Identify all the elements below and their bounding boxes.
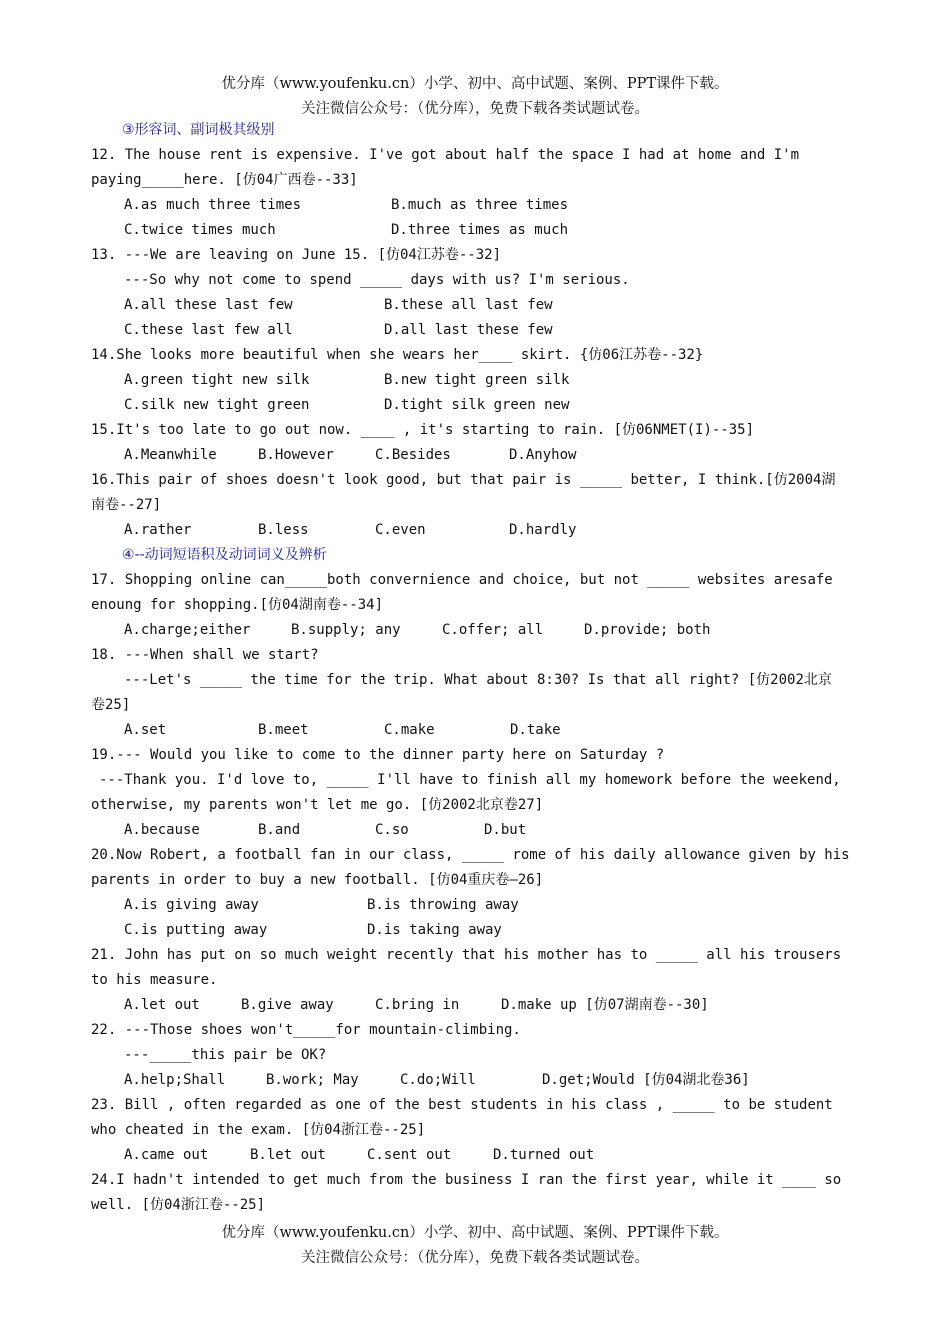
footer-line-2: 关注微信公众号：（优分库），免费下载各类试题试卷。 (301, 1250, 649, 1266)
option-b: B.supply; any (291, 622, 401, 638)
option-c: C.Besides (375, 447, 451, 463)
question-12-line-1: 12. The house rent is expensive. I've got about half the space I had at home and I'm (91, 147, 800, 163)
question-18-line-1: 18. ---When shall we start? (91, 647, 319, 663)
option-b: B.give away (241, 997, 334, 1013)
question-list (91, 118, 851, 1218)
section-heading-verb-phrases: ④--动词短语积及动词词义及辨析 (122, 547, 327, 563)
option-c: C.twice times much (124, 222, 276, 238)
question-14-options-ab (91, 368, 851, 393)
option-a: A.set (124, 722, 167, 738)
option-d: D.all last these few (384, 322, 553, 338)
question-21-line-1: 21. John has put on so much weight recently that his mother has to _____ all his trousers (91, 947, 842, 963)
question-18-options (91, 718, 851, 743)
question-19-line-1: 19.--- Would you like to come to the dinner party here on Saturday ? (91, 747, 665, 763)
question-23-line-1: 23. Bill , often regarded as one of the best students in his class , _____ to be student (91, 1097, 833, 1113)
option-c: C.these last few all (124, 322, 293, 338)
option-d: D.but (484, 822, 527, 838)
question-23-options (91, 1143, 851, 1168)
option-a: A.Meanwhile (124, 447, 217, 463)
option-c: C.bring in (375, 997, 460, 1013)
question-22-options (91, 1068, 851, 1093)
question-18-line-2: ---Let's _____ the time for the trip. What about 8:30? Is that all right? [仿2002北京 (124, 672, 832, 688)
option-c: C.sent out (367, 1147, 452, 1163)
option-d: D.Anyhow (509, 447, 577, 463)
question-19-options (91, 818, 851, 843)
option-a: A.charge;either (124, 622, 251, 638)
option-d: D.turned out (493, 1147, 595, 1163)
option-a: A.all these last few (124, 297, 293, 313)
question-12-line-2: paying_____here. [仿04广西卷--33] (91, 172, 358, 188)
option-d: D.get;Would [仿04湖北卷36] (542, 1072, 750, 1088)
option-a: A.came out (124, 1147, 209, 1163)
question-20-options-cd (91, 918, 851, 943)
question-19-line-2: ---Thank you. I'd love to, _____ I'll have to finish all my homework before the weekend, (99, 772, 841, 788)
option-a: A.rather (124, 522, 192, 538)
question-24-line-1: 24.I hadn't intended to get much from the business I ran the first year, while it ____ so (91, 1172, 842, 1188)
option-a: A.help;Shall (124, 1072, 226, 1088)
option-b: B.However (258, 447, 334, 463)
option-d: D.three times as much (391, 222, 569, 238)
question-16-line-2: 南卷--27] (91, 497, 162, 513)
question-13-line-2: ---So why not come to spend _____ days with us? I'm serious. (124, 272, 630, 288)
option-a: A.is giving away (124, 897, 259, 913)
option-b: B.meet (258, 722, 309, 738)
option-a: A.as much three times (124, 197, 302, 213)
question-13-options-ab (91, 293, 851, 318)
question-22-line-1: 22. ---Those shoes won't_____for mountain-climbing. (91, 1022, 521, 1038)
question-20-options-ab (91, 893, 851, 918)
option-b: B.is throwing away (367, 897, 519, 913)
option-d: D.tight silk green new (384, 397, 570, 413)
question-15-options (91, 443, 851, 468)
question-16-options (91, 518, 851, 543)
question-12-options-ab (91, 193, 851, 218)
option-a: A.let out (124, 997, 200, 1013)
option-d: D.take (510, 722, 561, 738)
option-a: A.because (124, 822, 200, 838)
option-c: C.even (375, 522, 426, 538)
option-d: D.make up [仿07湖南卷--30] (501, 997, 709, 1013)
question-24-line-2: well. [仿04浙江卷--25] (91, 1197, 266, 1213)
option-b: B.new tight green silk (384, 372, 570, 388)
question-22-line-2: ---_____this pair be OK? (124, 1047, 327, 1063)
option-c: C.offer; all (442, 622, 544, 638)
option-c: C.make (384, 722, 435, 738)
option-b: B.less (258, 522, 309, 538)
question-12-options-cd (91, 218, 851, 243)
option-b: B.and (258, 822, 301, 838)
question-21-line-2: to his measure. (91, 972, 218, 988)
option-c: C.silk new tight green (124, 397, 310, 413)
option-b: B.much as three times (391, 197, 569, 213)
option-a: A.green tight new silk (124, 372, 310, 388)
header-line-2: 关注微信公众号：（优分库），免费下载各类试题试卷。 (301, 101, 649, 117)
question-23-line-2: who cheated in the exam. [仿04浙江卷--25] (91, 1122, 426, 1138)
question-18-line-3: 卷25] (91, 697, 131, 713)
question-13-options-cd (91, 318, 851, 343)
question-20-line-1: 20.Now Robert, a football fan in our class, _____ rome of his daily allowance given by his (91, 847, 850, 863)
option-d: D.is taking away (367, 922, 502, 938)
question-21-options (91, 993, 851, 1018)
option-c: C.so (375, 822, 409, 838)
option-c: C.do;Will (400, 1072, 476, 1088)
section-heading-adjectives: ③形容词、副词极其级别 (122, 122, 275, 138)
question-17-options (91, 618, 851, 643)
option-b: B.these all last few (384, 297, 553, 313)
question-13-line-1: 13. ---We are leaving on June 15. [仿04江苏卷--32] (91, 247, 502, 263)
question-14-options-cd (91, 393, 851, 418)
option-c: C.is putting away (124, 922, 268, 938)
question-19-line-3: otherwise, my parents won't let me go. [仿2002北京卷27] (91, 797, 544, 813)
footer-line-1: 优分库（www.youfenku.cn）小学、初中、高中试题、案例、PPT课件下载。 (221, 1225, 729, 1241)
header-line-1: 优分库（www.youfenku.cn）小学、初中、高中试题、案例、PPT课件下载。 (221, 76, 729, 92)
question-16-line-1: 16.This pair of shoes doesn't look good, but that pair is _____ better, I think.[仿2004湖 (91, 472, 836, 488)
option-b: B.work; May (266, 1072, 359, 1088)
option-d: D.hardly (509, 522, 577, 538)
question-14-line-1: 14.She looks more beautiful when she wears her____ skirt. {仿06江苏卷--32} (91, 347, 704, 363)
question-17-line-1: 17. Shopping online can_____both convernience and choice, but not _____ websites aresafe (91, 572, 833, 588)
option-d: D.provide; both (584, 622, 711, 638)
question-17-line-2: enoung for shopping.[仿04湖南卷--34] (91, 597, 384, 613)
option-b: B.let out (250, 1147, 326, 1163)
question-20-line-2: parents in order to buy a new football. [仿04重庆卷—26] (91, 872, 544, 888)
question-15-line-1: 15.It's too late to go out now. ____ , it's starting to rain. [仿06NMET(I)--35] (91, 422, 755, 438)
